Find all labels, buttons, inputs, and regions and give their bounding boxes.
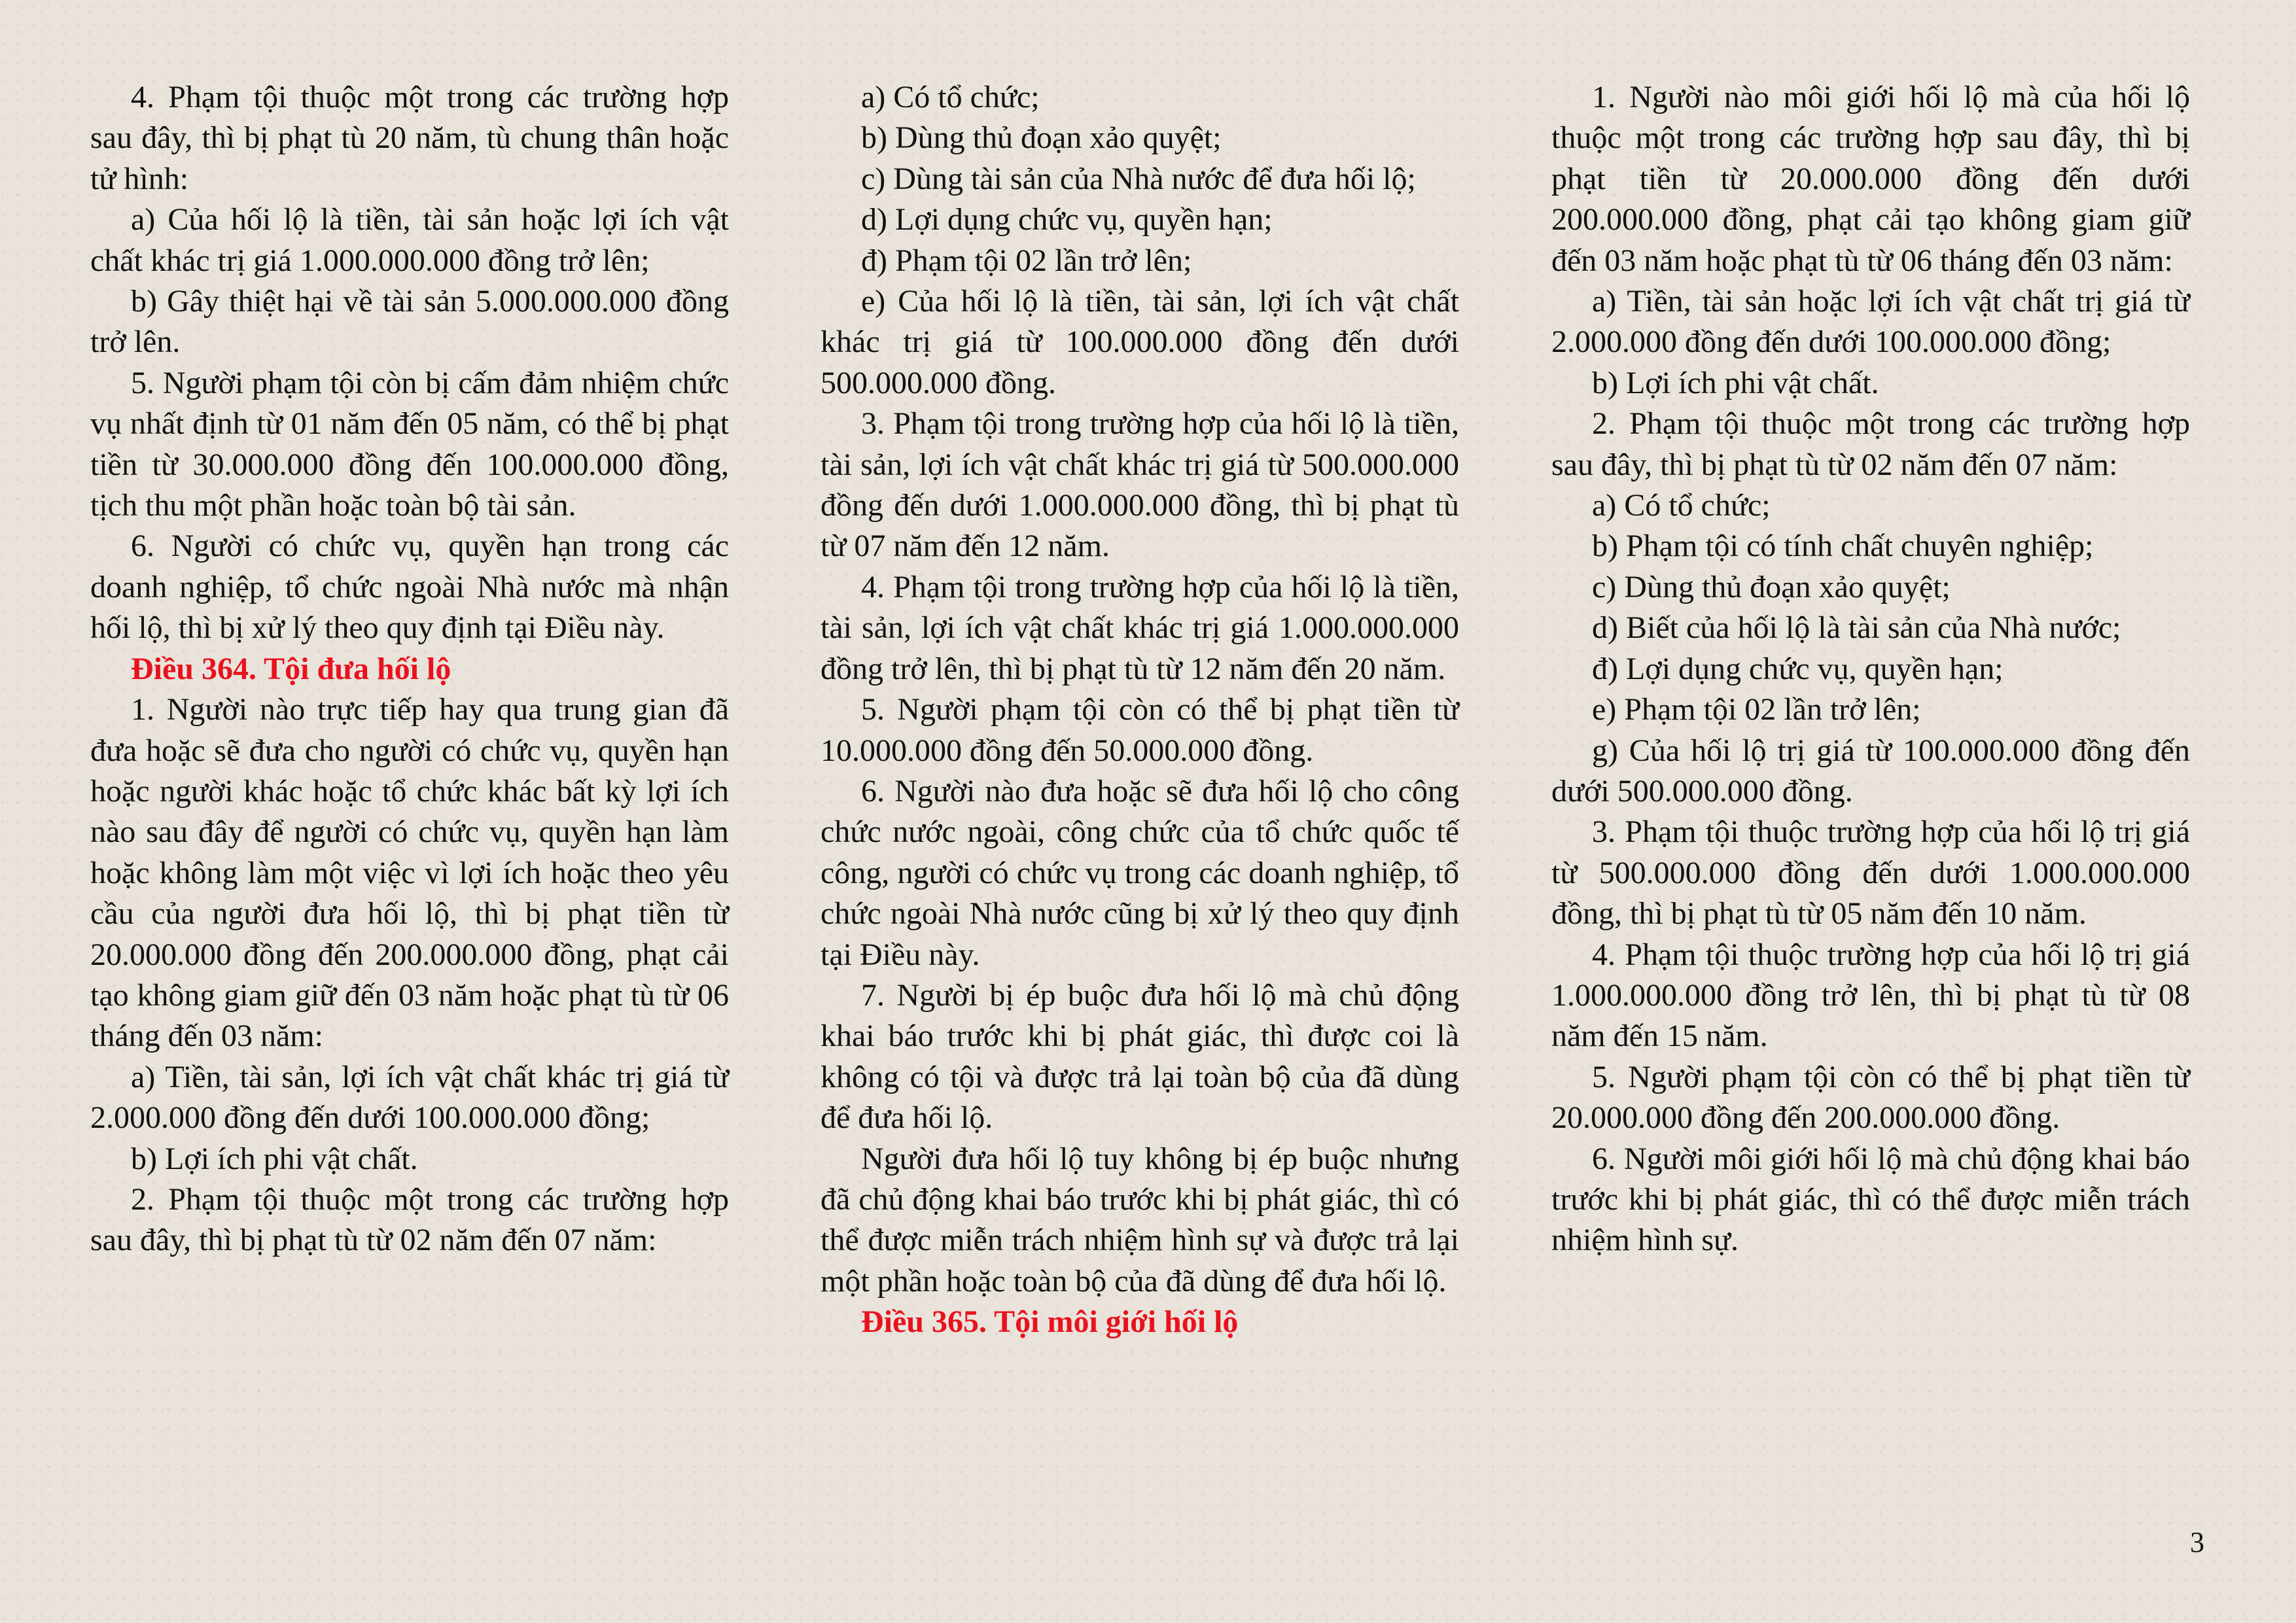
paragraph: b) Dùng thủ đoạn xảo quyệt; [861,120,1222,156]
page-number: 3 [2190,1526,2204,1558]
paragraph: e) Của hối lộ là tiền, tài sản, lợi ích vật chất khác trị giá từ 100.000.000 đồng đến dưới 500.000.000 đồng. [821,284,1459,400]
paragraph: 5. Người phạm tội còn có thể bị phạt tiền từ 10.000.000 đồng đến 50.000.000 đồng. [821,692,1459,768]
paragraph: g) Của hối lộ trị giá từ 100.000.000 đồng đến dưới 500.000.000 đồng. [1551,733,2190,809]
paragraph: 6. Người có chức vụ, quyền hạn trong các doanh nghiệp, tổ chức ngoài Nhà nước mà nhận hối lộ, thì bị xử lý theo quy định tại Điều này. [90,529,729,646]
paragraph: 4. Phạm tội thuộc một trong các trường hợp sau đây, thì bị phạt tù 20 năm, tù chung thân hoặc tử hình: [90,80,729,196]
paragraph: b) Lợi ích phi vật chất. [1592,365,1879,400]
paragraph: 2. Phạm tội thuộc một trong các trường hợp sau đây, thì bị phạt tù từ 02 năm đến 07 năm: [90,1181,729,1258]
paragraph: c) Dùng thủ đoạn xảo quyệt; [1592,569,1951,604]
article-heading: Điều 364. Tội đưa hối lộ [131,651,451,686]
paragraph: b) Gây thiệt hại về tài sản 5.000.000.000 đồng trở lên. [90,284,729,360]
paragraph: 4. Phạm tội thuộc trường hợp của hối lộ trị giá 1.000.000.000 đồng trở lên, thì bị phạt tù từ 08 năm đến 15 năm. [1551,937,2190,1054]
paragraph: 3. Phạm tội trong trường hợp của hối lộ là tiền, tài sản, lợi ích vật chất khác trị giá từ 500.000.000 đồng đến dưới 1.000.000.000 đồng, thì bị phạt tù từ 07 năm đến 12 năm. [821,406,1459,564]
text-column-right [1551,77,2190,1261]
paragraph: 6. Người môi giới hối lộ mà chủ động khai báo trước khi bị phát giác, thì có thể được miễn trách nhiệm hình sự. [1551,1141,2190,1258]
paragraph: a) Của hối lộ là tiền, tài sản hoặc lợi ích vật chất khác trị giá 1.000.000.000 đồng trở lên; [90,202,729,278]
paragraph: Người đưa hối lộ tuy không bị ép buộc nhưng đã chủ động khai báo trước khi bị phát giác, thì có thể được miễn trách nhiệm hình sự và được trả lại một phần hoặc toàn bộ của đã dùng để đưa hối lộ. [821,1141,1459,1299]
paragraph: 6. Người nào đưa hoặc sẽ đưa hối lộ cho công chức nước ngoài, công chức của tổ chức quốc tế công, người có chức vụ trong các doanh nghiệp, tổ chức ngoài Nhà nước cũng bị xử lý theo quy định tại Điều này. [821,773,1459,972]
paragraph: a) Tiền, tài sản hoặc lợi ích vật chất trị giá từ 2.000.000 đồng đến dưới 100.000.000 đồng; [1551,284,2190,360]
paragraph: d) Biết của hối lộ là tài sản của Nhà nước; [1592,610,2121,646]
paragraph: a) Có tổ chức; [1592,488,1771,523]
paragraph: a) Tiền, tài sản, lợi ích vật chất khác trị giá từ 2.000.000 đồng đến dưới 100.000.000 đồng; [90,1059,729,1136]
paragraph: 2. Phạm tội thuộc một trong các trường hợp sau đây, thì bị phạt tù từ 02 năm đến 07 năm: [1551,406,2190,482]
paragraph: 1. Người nào môi giới hối lộ mà của hối lộ thuộc một trong các trường hợp sau đây, thì bị phạt tiền từ 20.000.000 đồng đến dưới 200.000.000 đồng, phạt cải tạo không giam giữ đến 03 năm hoặc phạt tù từ 06 tháng đến 03 năm: [1551,80,2190,278]
paragraph: 3. Phạm tội thuộc trường hợp của hối lộ trị giá từ 500.000.000 đồng đến dưới 1.000.000.000 đồng, thì bị phạt tù từ 05 năm đến 10 năm. [1551,814,2190,932]
text-column-middle [821,77,1459,1343]
paragraph: b) Phạm tội có tính chất chuyên nghiệp; [1592,529,2094,564]
paragraph: 4. Phạm tội trong trường hợp của hối lộ là tiền, tài sản, lợi ích vật chất khác trị giá 1.000.000.000 đồng trở lên, thì bị phạt tù từ 12 năm đến 20 năm. [821,569,1459,686]
paragraph: a) Có tổ chức; [861,80,1040,114]
paragraph: 5. Người phạm tội còn có thể bị phạt tiền từ 20.000.000 đồng đến 200.000.000 đồng. [1551,1059,2190,1136]
text-column-left [90,77,729,1261]
article-heading: Điều 365. Tội môi giới hối lộ [861,1304,1239,1340]
paragraph: 5. Người phạm tội còn bị cấm đảm nhiệm chức vụ nhất định từ 01 năm đến 05 năm, có thể bị phạt tiền từ 30.000.000 đồng đến 100.000.000 đồng, tịch thu một phần hoặc toàn bộ tài sản. [90,365,729,523]
paragraph: đ) Phạm tội 02 lần trở lên; [861,243,1192,278]
paragraph: 1. Người nào trực tiếp hay qua trung gian đã đưa hoặc sẽ đưa cho người có chức vụ, quyền hạn hoặc người khác hoặc tổ chức khác bất kỳ lợi ích nào sau đây để người có chức vụ, quyền hạn làm hoặc không làm một việc vì lợi ích hoặc theo yêu cầu của người đưa hối lộ, thì bị phạt tiền từ 20.000.000 đồng đến 200.000.000 đồng, phạt cải tạo không giam giữ đến 03 năm hoặc phạt tù từ 06 tháng đến 03 năm: [90,692,729,1054]
paragraph: e) Phạm tội 02 lần trở lên; [1592,692,1921,727]
paragraph: b) Lợi ích phi vật chất. [131,1141,418,1176]
paragraph: c) Dùng tài sản của Nhà nước để đưa hối lộ; [861,161,1416,196]
paragraph: đ) Lợi dụng chức vụ, quyền hạn; [1592,651,2004,686]
paragraph: d) Lợi dụng chức vụ, quyền hạn; [861,202,1273,237]
paragraph: 7. Người bị ép buộc đưa hối lộ mà chủ động khai báo trước khi bị phát giác, thì được coi là không có tội và được trả lại toàn bộ của đã dùng để đưa hối lộ. [821,977,1459,1136]
